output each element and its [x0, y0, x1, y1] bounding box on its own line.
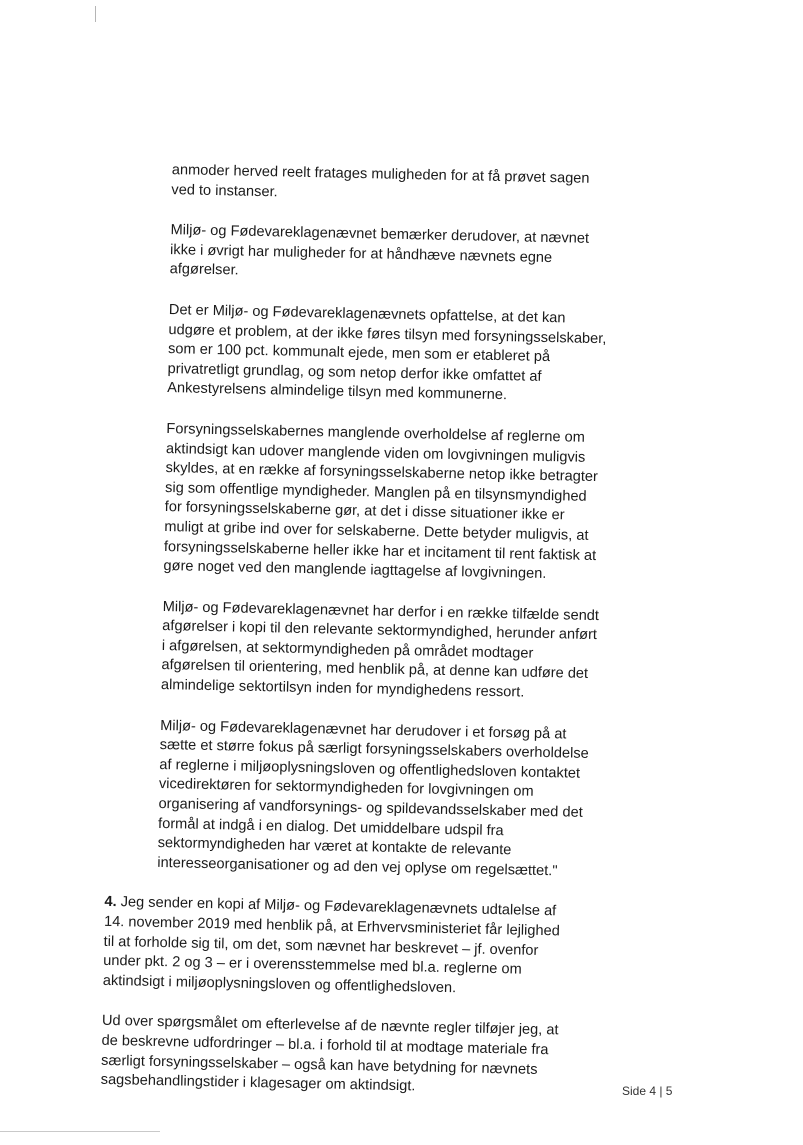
quote-paragraph-6: Miljø- og Fødevareklagenævnet har derudover i et forsøg på at sætte et større fokus på særligt forsyningsselskabers overholdelse af reglerne i miljøoplysningsloven og offentlighedsloven kontaktet vicedirektøren for sektormyndigheden for lovgivningen om organisering af vandforsynings- og spildevandsselskaber med det formål at indgå i en dialog. Det umiddelbare udspil fra sektormyndigheden har været at kontakte de relevante interesseorganisationer og ad den vej oplyse om regelsættet." [157, 717, 589, 880]
page-content [0, 157, 803, 1125]
section-4-text: Jeg sender en kopi af Miljø- og Fødevareklagenævnets udtalelse af 14. november 2019 med henblik på, at Erhvervsministeriet får lejlighed til at forholde sig til, om det, som nævnet har beskrevet – jf. ovenfor under pkt. 2 og 3 – er i overensstemmelse med bl.a. reglerne om aktindsigt i miljøoplysningsloven og offentlighedsloven. [102, 894, 561, 997]
page-edge-line [0, 1131, 160, 1132]
quote-paragraph-2: Miljø- og Fødevareklagenævnet bemærker derudover, at nævnet ikke i øvrigt har muligheder for at håndhæve nævnets egne afgørelser. [169, 222, 590, 279]
quote-paragraph-1: anmoder herved reelt fratages muligheden for at få prøvet sagen ved to instanser. [171, 162, 590, 200]
section-4 [101, 893, 570, 1100]
scan-mark [95, 6, 96, 22]
quoted-statement [157, 161, 612, 882]
closing-paragraph: Ud over spørgsmålet om efterlevelse af de nævnte regler tilføjer jeg, at de beskrevne udfordringer – bl.a. i forhold til at modtage materiale fra særligt forsyningsselskaber – også kan have betydning for nævnets sagsbehandlingstider i klagesager om aktindsigt. [100, 1013, 559, 1095]
page-number: Side 4 | 5 [622, 1084, 673, 1098]
quote-paragraph-3: Det er Miljø- og Fødevareklagenævnets opfattelse, at det kan udgøre et problem, at der ikke føres tilsyn med forsyningsselskaber, som er 100 pct. kommunalt ejede, men som er etableret på privatretligt grundlag, og som netop derfor ikke omfattet af Ankestyrelsens almindelige tilsyn med kommunerne. [167, 302, 607, 404]
quote-paragraph-4: Forsyningsselskabernes manglende overholdelse af reglerne om aktindsigt kan udover manglende viden om lovgivningen muligvis skyldes, at en række af forsyningsselskaberne netop ikke betragter sig som offentlige myndigheder. Manglen på en tilsynsmyndighed for forsyningsselskaberne gør, at det i disse situationer ikke er muligt at gribe ind over for selskaberne. Dette betyder muligvis, at forsyningsselskaberne heller ikke har et incitament til rent faktisk at gøre noget ved den manglende iagttagelse af lovgivningen. [163, 420, 599, 583]
section-4-paragraph [103, 893, 570, 1001]
section-number: 4. [104, 894, 117, 911]
quote-paragraph-5: Miljø- og Fødevareklagenævnet har derfor i en række tilfælde sendt afgørelser i kopi til den relevante sektormyndighed, herunder anført i afgørelsen, at sektormyndigheden på området modtager afgørelsen til orientering, med henblik på, at denne kan udføre det almindelige sektortilsyn inden for myndighedens ressort. [160, 598, 600, 701]
